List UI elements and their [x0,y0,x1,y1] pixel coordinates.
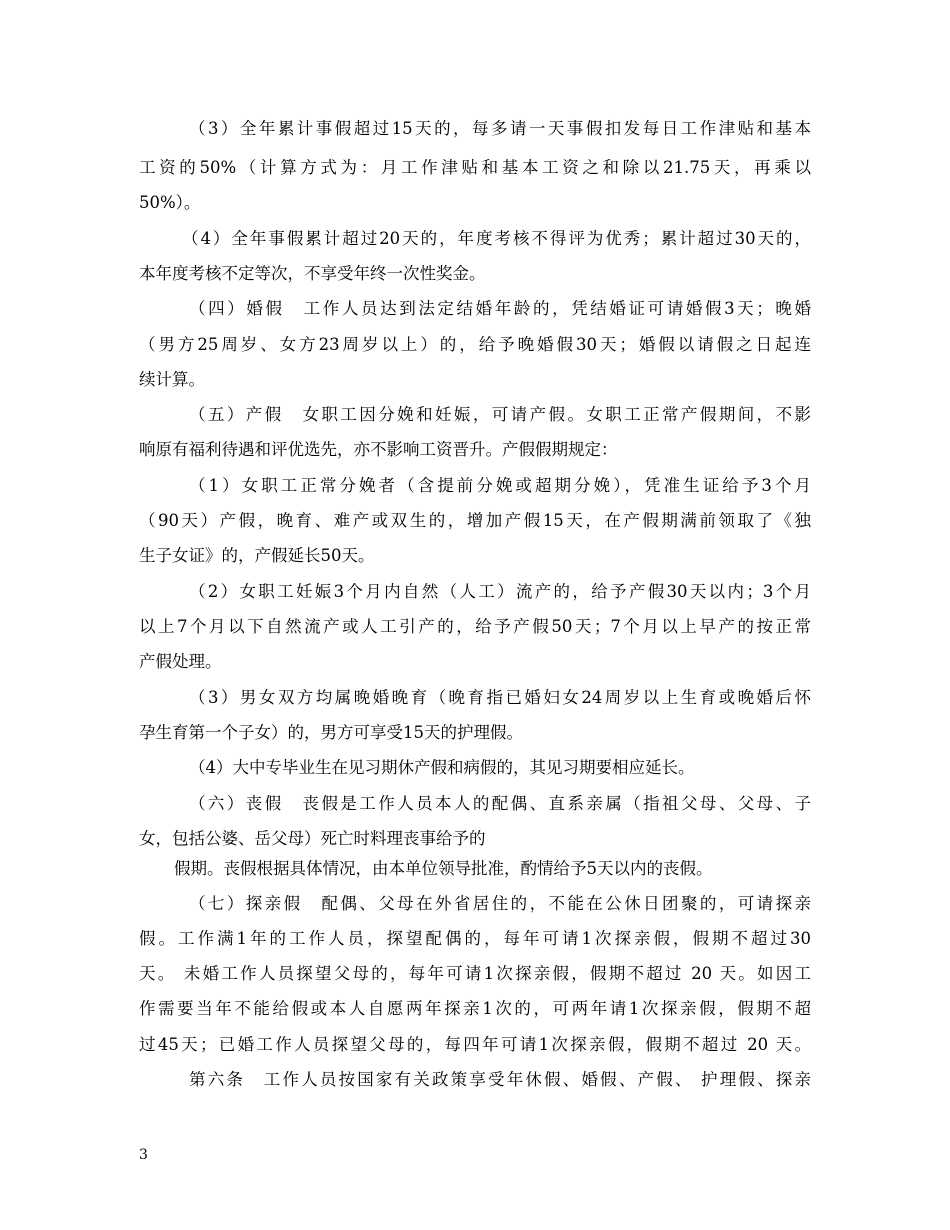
text-line: （男方25周岁、女方23周岁以上）的，给予晚婚假30天；婚假以请假之日起连 [139,335,811,354]
text-line: 50%）。 [139,193,201,212]
text-line: 女，包括公婆、岳父母）死亡时料理丧事给予的 [139,829,486,848]
text-line: （六）丧假 丧假是工作人员本人的配偶、直系亲属（指祖父母、父母、子 [189,794,811,813]
text-line: 以上7个月以下自然流产或人工引产的，给予产假50天；7个月以上早产的按正常 [139,617,811,636]
text-line: 假。工作满1年的工作人员，探望配偶的，每年可请1次探亲假，假期不超过30 [139,929,811,948]
text-line: 第六条 工作人员按国家有关政策享受年休假、婚假、产假、 护理假、探亲 [189,1070,811,1089]
text-line: 产假处理。 [139,652,222,671]
text-line: 作需要当年不能给假或本人自愿两年探亲1次的，可两年请1次探亲假，假期不超 [139,999,811,1018]
text-line: （四）婚假 工作人员达到法定结婚年龄的，凭结婚证可请婚假3天；晚婚 [189,299,811,318]
text-line: 生子女证》的，产假延长50天。 [139,546,375,565]
text-line: 孕生育第一个子女）的，男方可享受15天的护理假。 [139,723,523,742]
text-line: （七）探亲假 配偶、父母在外省居住的，不能在公休日团聚的，可请探亲 [189,894,811,913]
text-line: （90天）产假，晚育、难产或双生的，增加产假15天，在产假期满前领取了《独 [139,511,811,530]
text-line: （3）男女双方均属晚婚晚育（晚育指已婚妇女24周岁以上生育或晚婚后怀 [189,688,811,707]
text-line: （2）女职工妊娠3个月内自然（人工）流产的，给予产假30天以内；3个月 [189,582,811,601]
text-line: 过45天；已婚工作人员探望父母的，每四年可请1次探亲假，假期不超过 20 天。 [139,1035,811,1054]
text-line: 本年度考核不定等次，不享受年终一次性奖金。 [139,264,486,283]
text-line: （3）全年累计事假超过15天的，每多请一天事假扣发每日工作津贴和基本 [189,119,811,138]
text-line: （4）全年事假累计超过20天的，年度考核不得评为优秀；累计超过30天的， [182,229,811,248]
text-line: 工资的50%（计算方式为：月工作津贴和基本工资之和除以21.75天，再乘以 [139,158,811,177]
text-line: 假期。丧假根据具体情况，由本单位领导批准，酌情给予5天以内的丧假。 [174,859,713,878]
text-line: （4）大中专毕业生在见习期休产假和病假的，其见习期要相应延长。 [189,758,695,777]
text-line: 续计算。 [139,370,205,389]
text-line: 天。 未婚工作人员探望父母的，每年可请1次探亲假，假期不超过 20 天。如因工 [139,964,811,983]
page-number: 3 [139,1147,148,1163]
text-line: （五）产假 女职工因分娩和妊娠，可请产假。女职工正常产假期间，不影 [189,405,811,424]
text-line: 响原有福利待遇和评优选先，亦不影响工资晋升。产假假期规定： [139,440,618,459]
text-line: （1）女职工正常分娩者（含提前分娩或超期分娩），凭准生证给予3个月 [189,476,811,495]
